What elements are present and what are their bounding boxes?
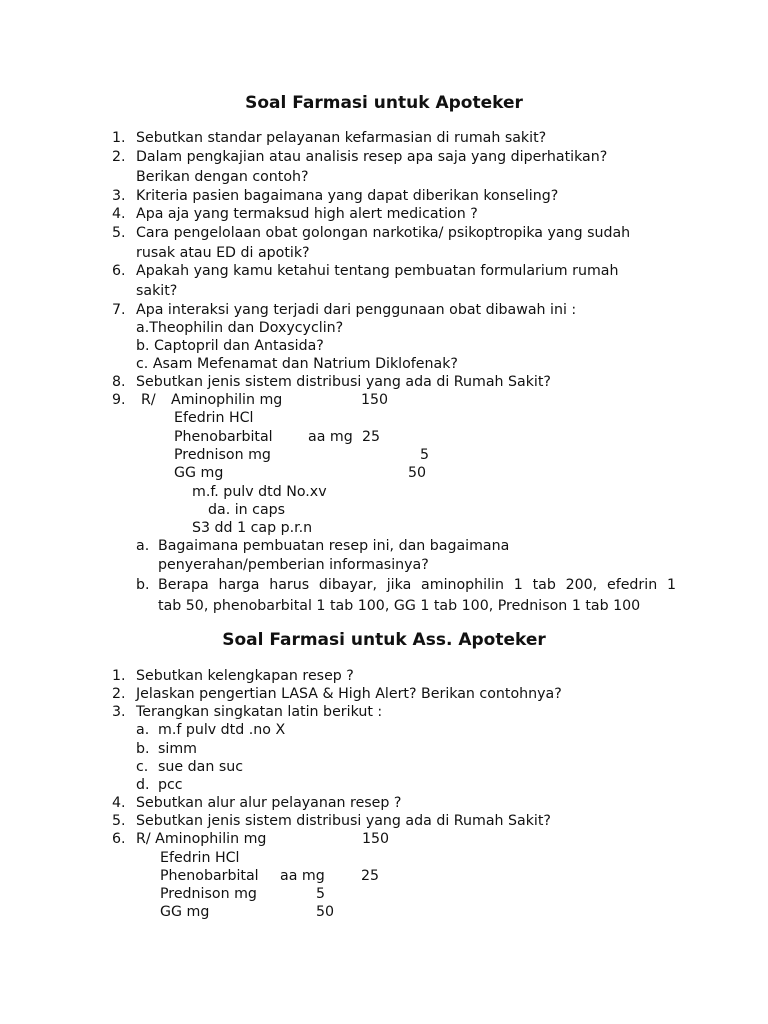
s2-q6-dose3: 25 bbox=[361, 868, 380, 884]
q2-line2: Berikan dengan contoh? bbox=[136, 169, 309, 185]
q8-text: Sebutkan jenis sistem distribusi yang ada di Rumah Sakit? bbox=[136, 374, 551, 390]
s2-q1-text: Sebutkan kelengkapan resep ? bbox=[136, 668, 354, 684]
q1-number: 1. bbox=[112, 130, 126, 146]
s2-q1-number: 1. bbox=[112, 668, 126, 684]
q4-text: Apa aja yang termaksud high alert medication ? bbox=[136, 206, 478, 222]
s2-q6-aa: aa mg bbox=[280, 868, 325, 884]
q9-drug2: Efedrin HCl bbox=[174, 410, 254, 426]
q9-sub-b-label: b. bbox=[136, 577, 150, 593]
q9-aa: aa mg bbox=[308, 429, 353, 445]
s2-q6-dose1: 150 bbox=[362, 831, 390, 847]
q4-number: 4. bbox=[112, 206, 126, 222]
q9-signa2: da. in caps bbox=[208, 502, 286, 518]
q7-number: 7. bbox=[112, 302, 126, 318]
q9-sub-a-line1: Bagaimana pembuatan resep ini, dan bagaimana bbox=[158, 538, 510, 554]
s2-q5-number: 5. bbox=[112, 813, 126, 829]
q9-drug4: Prednison mg bbox=[174, 447, 271, 463]
q9-sub-a-label: a. bbox=[136, 538, 150, 554]
q3-text: Kriteria pasien bagaimana yang dapat diberikan konseling? bbox=[136, 188, 559, 204]
q7-option-c: c. Asam Mefenamat dan Natrium Diklofenak? bbox=[136, 356, 458, 372]
s2-q6-drug2: Efedrin HCl bbox=[160, 850, 240, 866]
s2-q4-number: 4. bbox=[112, 795, 126, 811]
section2-title: Soal Farmasi untuk Ass. Apoteker bbox=[222, 630, 546, 650]
s2-q6-dose4: 5 bbox=[316, 886, 326, 902]
q9-sub-a-line2: penyerahan/pemberian informasinya? bbox=[158, 557, 429, 573]
s2-q3-item-text: m.f pulv dtd .no X bbox=[158, 722, 286, 738]
q9-dose5: 50 bbox=[408, 465, 427, 481]
q9-drug1: Aminophilin mg bbox=[171, 392, 283, 408]
q2-line1: Dalam pengkajian atau analisis resep apa saja yang diperhatikan? bbox=[136, 149, 608, 165]
s2-q6-drug3: Phenobarbital bbox=[160, 868, 259, 884]
s2-q6-drug1: R/ Aminophilin mg bbox=[136, 831, 267, 847]
q3-number: 3. bbox=[112, 188, 126, 204]
q7-option-b: b. Captopril dan Antasida? bbox=[136, 338, 324, 354]
q1-text: Sebutkan standar pelayanan kefarmasian di rumah sakit? bbox=[136, 130, 547, 146]
q8-number: 8. bbox=[112, 374, 126, 390]
q9-signa1: m.f. pulv dtd No.xv bbox=[192, 484, 327, 500]
q9-rx-symbol: R/ bbox=[141, 392, 156, 408]
q5-line2: rusak atau ED di apotik? bbox=[136, 245, 310, 261]
s2-q3-item-text: simm bbox=[158, 741, 197, 757]
s2-q5-text: Sebutkan jenis sistem distribusi yang ada di Rumah Sakit? bbox=[136, 813, 551, 829]
q6-number: 6. bbox=[112, 263, 126, 279]
s2-q6-drug4: Prednison mg bbox=[160, 886, 257, 902]
q9-signa3: S3 dd 1 cap p.r.n bbox=[192, 520, 313, 536]
s2-q3-number: 3. bbox=[112, 704, 126, 720]
q9-sub-b-line1: Berapa harga harus dibayar, jika aminophilin 1 tab 200, efedrin 1 bbox=[158, 577, 676, 593]
s2-q3-text: Terangkan singkatan latin berikut : bbox=[136, 704, 383, 720]
q9-dose3: 25 bbox=[362, 429, 381, 445]
s2-q6-dose5: 50 bbox=[316, 904, 335, 920]
q9-drug3: Phenobarbital bbox=[174, 429, 273, 445]
s2-q3-item-label: c. bbox=[136, 759, 149, 775]
q5-number: 5. bbox=[112, 225, 126, 241]
s2-q2-number: 2. bbox=[112, 686, 126, 702]
q9-sub-b-line2: tab 50, phenobarbital 1 tab 100, GG 1 tab 100, Prednison 1 tab 100 bbox=[158, 598, 641, 614]
s2-q3-item-label: a. bbox=[136, 722, 150, 738]
q9-dose4: 5 bbox=[420, 447, 430, 463]
s2-q2-text: Jelaskan pengertian LASA & High Alert? Berikan contohnya? bbox=[136, 686, 562, 702]
s2-q6-drug5: GG mg bbox=[160, 904, 210, 920]
s2-q3-item-text: sue dan suc bbox=[158, 759, 244, 775]
q6-line2: sakit? bbox=[136, 283, 178, 299]
s2-q3-item-label: d. bbox=[136, 777, 150, 793]
s2-q3-item-label: b. bbox=[136, 741, 150, 757]
q9-dose1: 150 bbox=[361, 392, 389, 408]
q9-drug5: GG mg bbox=[174, 465, 224, 481]
section1-title: Soal Farmasi untuk Apoteker bbox=[245, 93, 523, 113]
s2-q4-text: Sebutkan alur alur pelayanan resep ? bbox=[136, 795, 402, 811]
q2-number: 2. bbox=[112, 149, 126, 165]
s2-q3-item-text: pcc bbox=[158, 777, 183, 793]
q7-text: Apa interaksi yang terjadi dari penggunaan obat dibawah ini : bbox=[136, 302, 577, 318]
q7-option-a: a.Theophilin dan Doxycyclin? bbox=[136, 320, 344, 336]
q9-number: 9. bbox=[112, 392, 126, 408]
q5-line1: Cara pengelolaan obat golongan narkotika/ psikoptropika yang sudah bbox=[136, 225, 631, 241]
s2-q6-number: 6. bbox=[112, 831, 126, 847]
q6-line1: Apakah yang kamu ketahui tentang pembuatan formularium rumah bbox=[136, 263, 619, 279]
